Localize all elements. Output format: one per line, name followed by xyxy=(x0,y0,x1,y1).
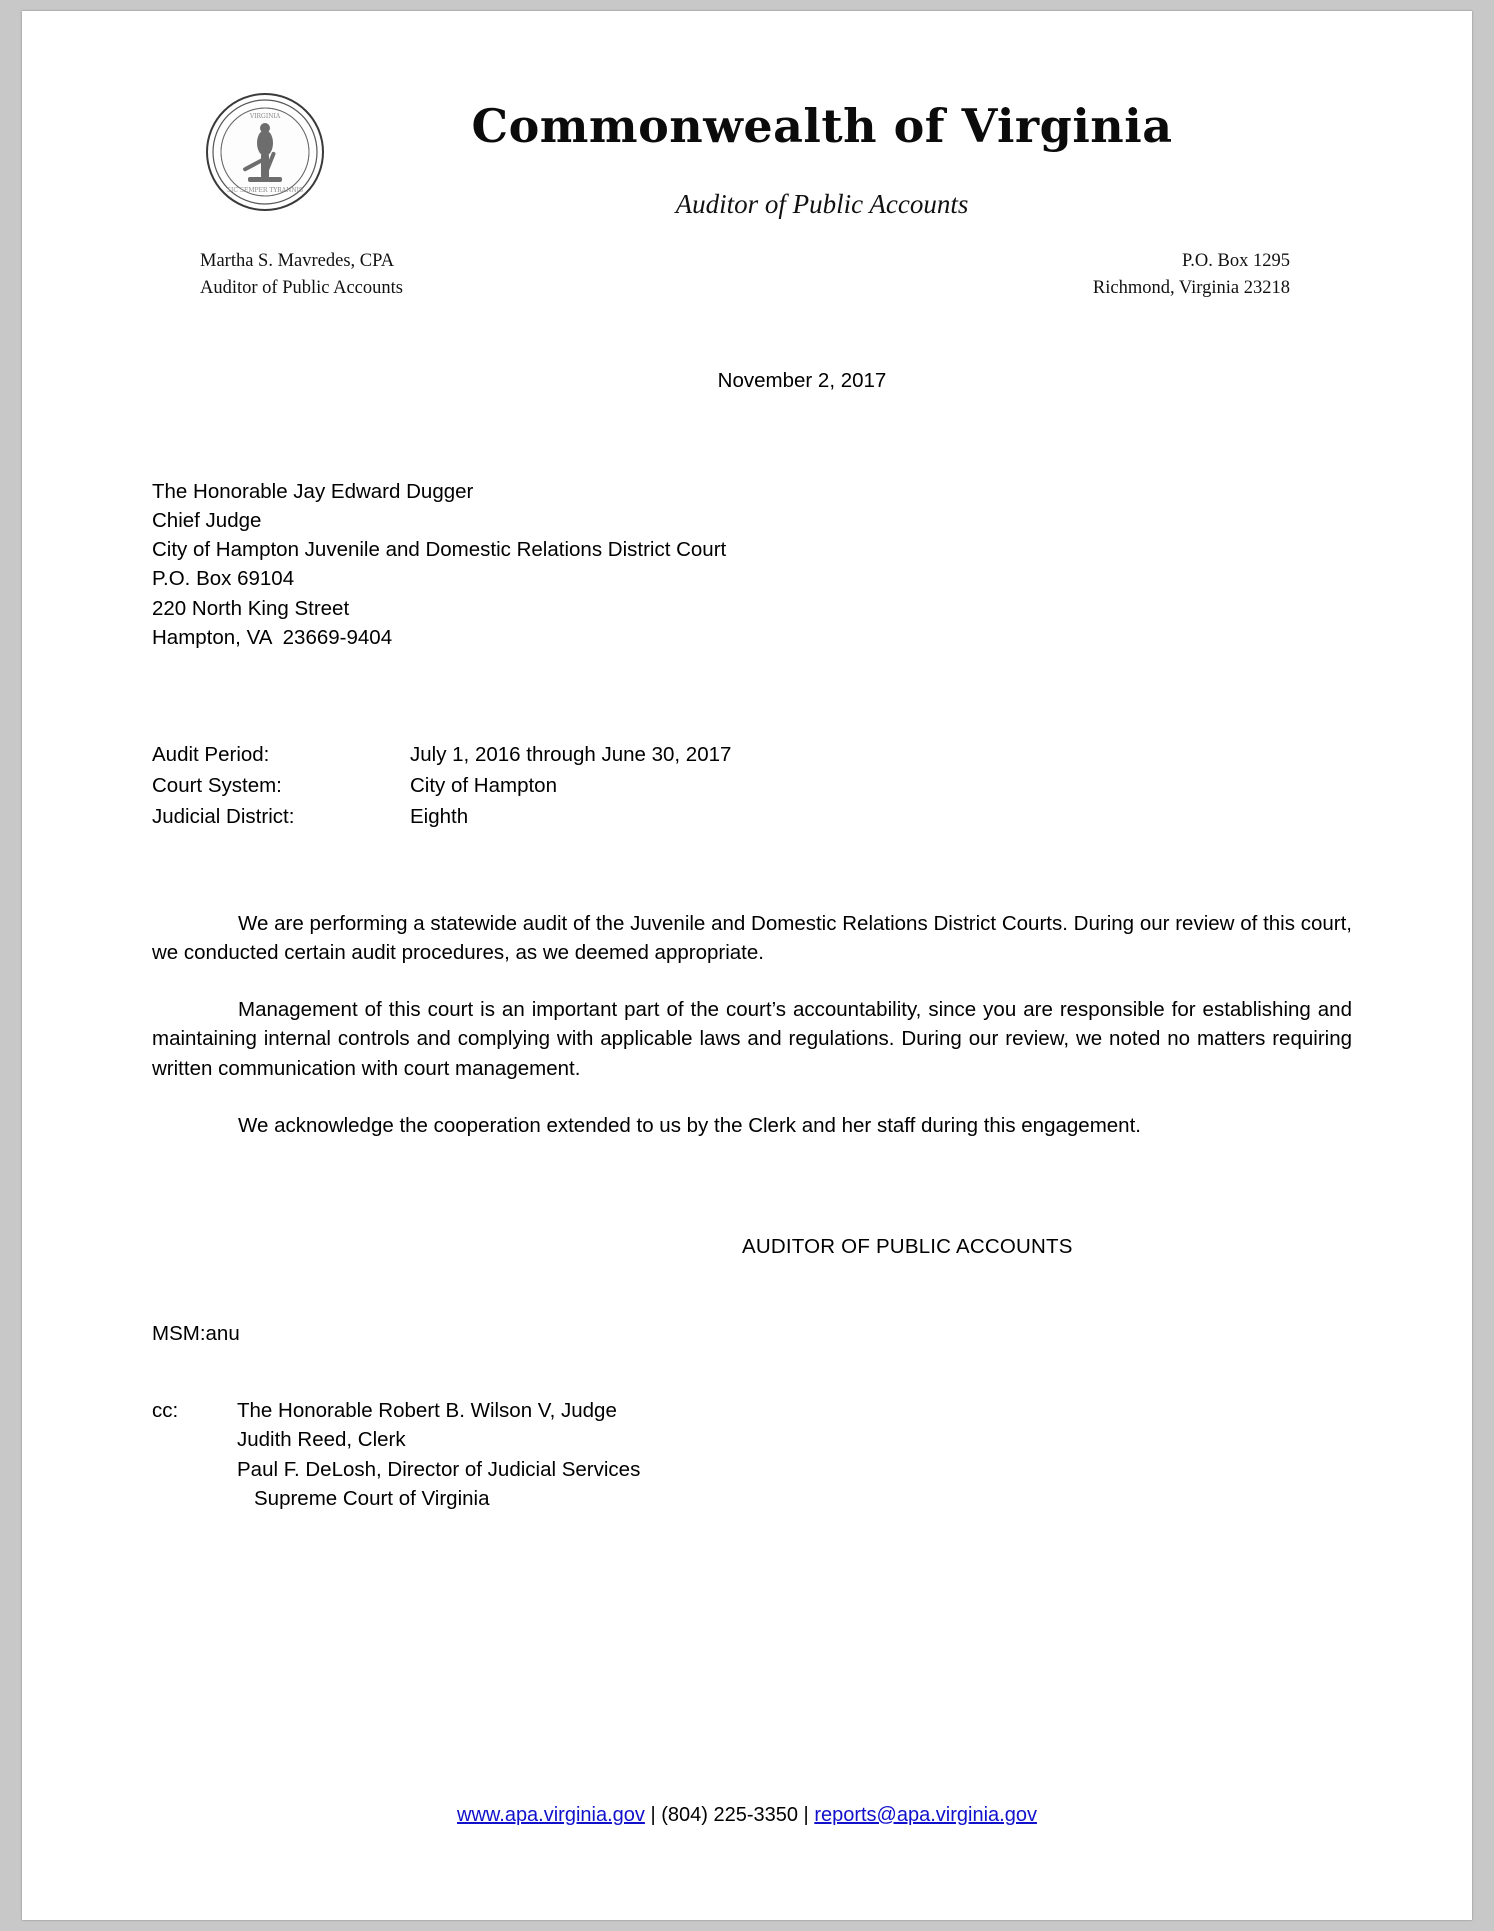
cc-name: Paul F. DeLosh, Director of Judicial Services xyxy=(237,1457,641,1481)
address-po-box: P.O. Box 1295 xyxy=(1182,251,1290,271)
table-row xyxy=(152,771,731,802)
meta-label: Audit Period: xyxy=(152,742,270,766)
email-link[interactable]: reports@apa.virginia.gov xyxy=(814,1804,1037,1826)
recipient-line: The Honorable Jay Edward Dugger xyxy=(152,480,474,504)
phone-number: (804) 225-3350 xyxy=(661,1804,798,1826)
recipient-line: Chief Judge xyxy=(152,509,262,533)
svg-text:SIC SEMPER TYRANNIS: SIC SEMPER TYRANNIS xyxy=(226,187,304,194)
table-row xyxy=(152,740,731,771)
letter-body xyxy=(152,366,1352,1513)
footer-separator: | xyxy=(644,1804,662,1826)
cc-name: Supreme Court of Virginia xyxy=(254,1486,490,1510)
letterhead-title: Commonwealth of Virginia xyxy=(471,99,1173,153)
footer-separator: | xyxy=(798,1804,815,1826)
recipient-line: 220 North King Street xyxy=(152,596,350,620)
page-footer xyxy=(22,1804,1472,1827)
letterhead-subtitle: Auditor of Public Accounts xyxy=(675,189,969,219)
svg-text:VIRGINIA: VIRGINIA xyxy=(249,113,281,120)
virginia-state-seal-icon xyxy=(204,91,326,213)
meta-value: City of Hampton xyxy=(410,773,557,797)
typist-initials: MSM:anu xyxy=(152,1321,240,1345)
recipient-line: City of Hampton Juvenile and Domestic Relations District Court xyxy=(152,538,727,562)
meta-value: Eighth xyxy=(410,804,469,828)
recipient-address xyxy=(152,477,1352,652)
cc-name: Judith Reed, Clerk xyxy=(237,1428,406,1452)
auditor-name: Martha S. Mavredes, CPA xyxy=(200,251,395,271)
table-row xyxy=(152,802,731,833)
recipient-line: Hampton, VA 23669-9404 xyxy=(152,625,393,649)
body-paragraph: We acknowledge the cooperation extended to us by the Clerk and her staff during this engagement. xyxy=(238,1113,1141,1137)
document-page xyxy=(22,11,1472,1920)
letter-date: November 2, 2017 xyxy=(717,369,887,392)
website-link[interactable]: www.apa.virginia.gov xyxy=(457,1804,645,1826)
recipient-line: P.O. Box 69104 xyxy=(152,567,295,591)
letterhead-auditor-block xyxy=(200,248,403,302)
cc-block xyxy=(152,1396,1352,1513)
cc-label: cc: xyxy=(152,1398,179,1422)
auditor-role: Auditor of Public Accounts xyxy=(200,277,403,298)
meta-label: Court System: xyxy=(152,773,282,797)
address-city-state-zip: Richmond, Virginia 23218 xyxy=(1092,277,1290,298)
body-paragraph: We are performing a statewide audit of the Juvenile and Domestic Relations District Courts. During our review of this court, we conducted certain audit procedures, as we deemed appropriate. xyxy=(152,912,1352,965)
meta-value: July 1, 2016 through June 30, 2017 xyxy=(410,742,732,766)
body-paragraph: Management of this court is an important part of the court’s accountability, since you are responsible for establishing and maintaining internal controls and complying with applicable laws and regulations. During our review, we noted no matters requiring written communication with court management. xyxy=(152,998,1352,1080)
letterhead-address-block xyxy=(1093,248,1290,302)
signoff-line: AUDITOR OF PUBLIC ACCOUNTS xyxy=(742,1234,1073,1258)
meta-label: Judicial District: xyxy=(152,804,295,828)
cc-name: The Honorable Robert B. Wilson V, Judge xyxy=(237,1398,617,1422)
audit-meta-table xyxy=(152,740,731,833)
